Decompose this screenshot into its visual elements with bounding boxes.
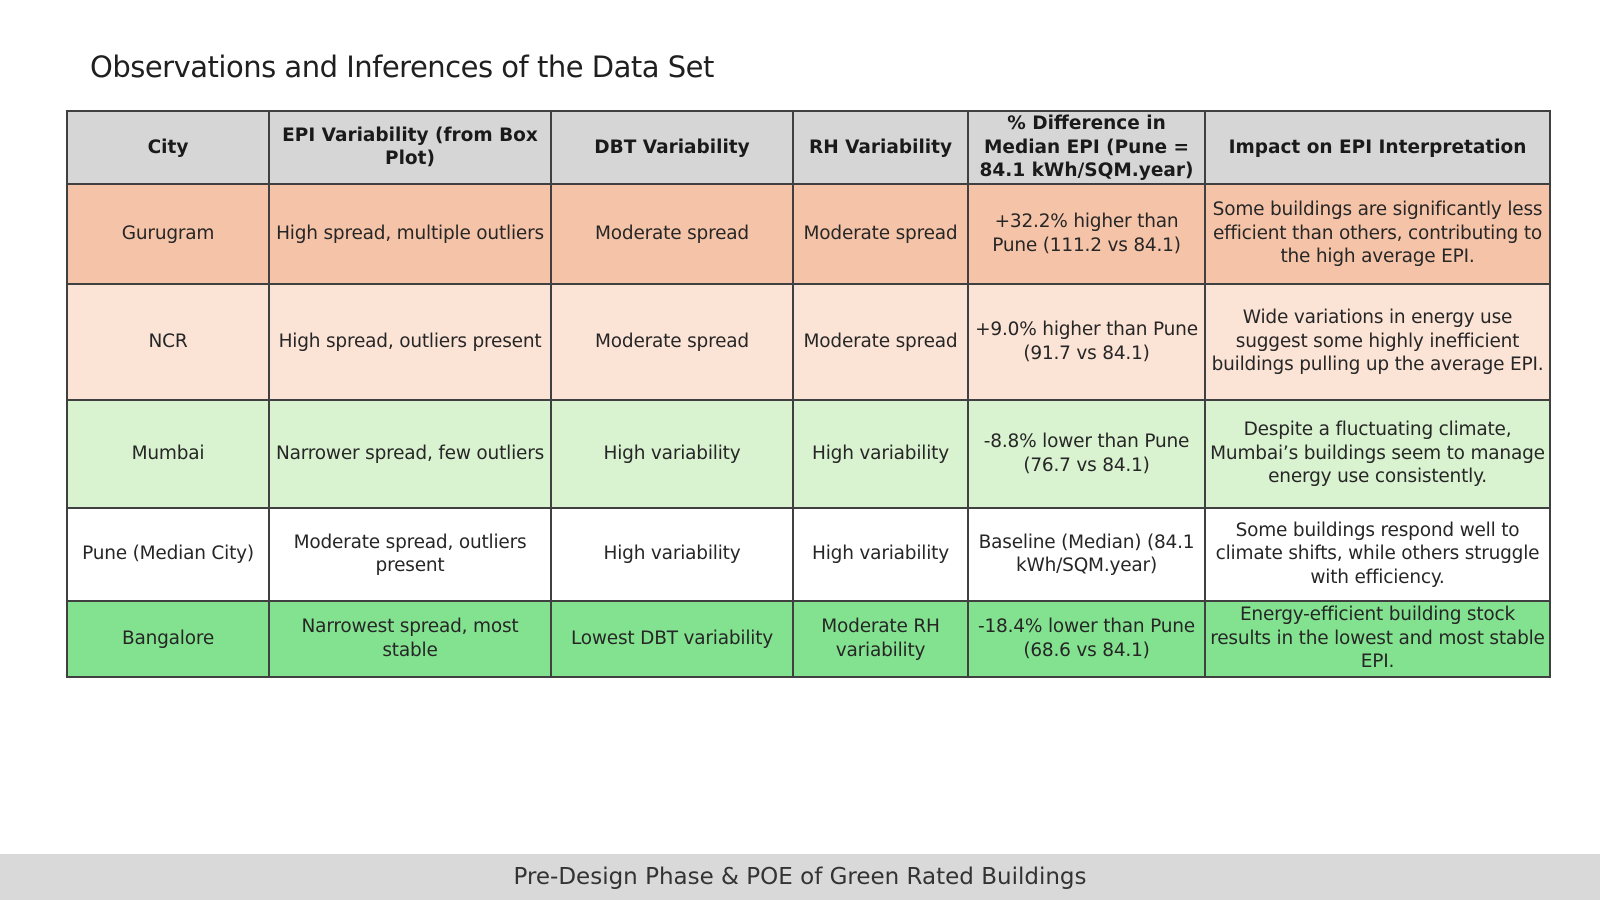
cell-dbt-variability: Moderate spread [551, 284, 793, 400]
footer-bar [0, 854, 1600, 900]
cell-dbt-variability: Lowest DBT variability [551, 601, 793, 677]
cell-city: Pune (Median City) [67, 508, 269, 601]
cell-rh-variability: Moderate spread [793, 284, 968, 400]
slide-title: Observations and Inferences of the Data Set [90, 50, 714, 84]
cell-impact: Some buildings respond well to climate shifts, while others struggle with efficiency. [1205, 508, 1550, 601]
cell-epi-variability: High spread, multiple outliers [269, 184, 551, 284]
header-median-difference: % Difference in Median EPI (Pune = 84.1 kWh/SQM.year) [968, 111, 1205, 184]
cell-median-difference: Baseline (Median) (84.1 kWh/SQM.year) [968, 508, 1205, 601]
cell-epi-variability: Narrower spread, few outliers [269, 400, 551, 508]
cell-dbt-variability: High variability [551, 400, 793, 508]
cell-epi-variability: High spread, outliers present [269, 284, 551, 400]
cell-impact: Energy-efficient building stock results in the lowest and most stable EPI. [1205, 601, 1550, 677]
header-rh-variability: RH Variability [793, 111, 968, 184]
table-row [67, 508, 1550, 601]
cell-city: NCR [67, 284, 269, 400]
cell-city: Bangalore [67, 601, 269, 677]
cell-impact: Some buildings are significantly less efficient than others, contributing to the high average EPI. [1205, 184, 1550, 284]
cell-median-difference: +9.0% higher than Pune (91.7 vs 84.1) [968, 284, 1205, 400]
cell-dbt-variability: Moderate spread [551, 184, 793, 284]
header-epi-variability: EPI Variability (from Box Plot) [269, 111, 551, 184]
header-dbt-variability: DBT Variability [551, 111, 793, 184]
footer-text: Pre-Design Phase & POE of Green Rated Buildings [513, 864, 1087, 890]
cell-impact: Despite a fluctuating climate, Mumbai’s buildings seem to manage energy use consistently. [1205, 400, 1550, 508]
table-row [67, 284, 1550, 400]
cell-median-difference: -8.8% lower than Pune (76.7 vs 84.1) [968, 400, 1205, 508]
cell-median-difference: +32.2% higher than Pune (111.2 vs 84.1) [968, 184, 1205, 284]
cell-rh-variability: Moderate spread [793, 184, 968, 284]
cell-epi-variability: Moderate spread, outliers present [269, 508, 551, 601]
cell-rh-variability: High variability [793, 400, 968, 508]
cell-impact: Wide variations in energy use suggest some highly inefficient buildings pulling up the average EPI. [1205, 284, 1550, 400]
cell-dbt-variability: High variability [551, 508, 793, 601]
header-city: City [67, 111, 269, 184]
table-row [67, 400, 1550, 508]
cell-rh-variability: High variability [793, 508, 968, 601]
cell-city: Gurugram [67, 184, 269, 284]
cell-city: Mumbai [67, 400, 269, 508]
cell-rh-variability: Moderate RH variability [793, 601, 968, 677]
header-impact: Impact on EPI Interpretation [1205, 111, 1550, 184]
observations-table [66, 110, 1551, 678]
table-header-row [67, 111, 1550, 184]
table-row [67, 184, 1550, 284]
cell-epi-variability: Narrowest spread, most stable [269, 601, 551, 677]
table-row [67, 601, 1550, 677]
cell-median-difference: -18.4% lower than Pune (68.6 vs 84.1) [968, 601, 1205, 677]
